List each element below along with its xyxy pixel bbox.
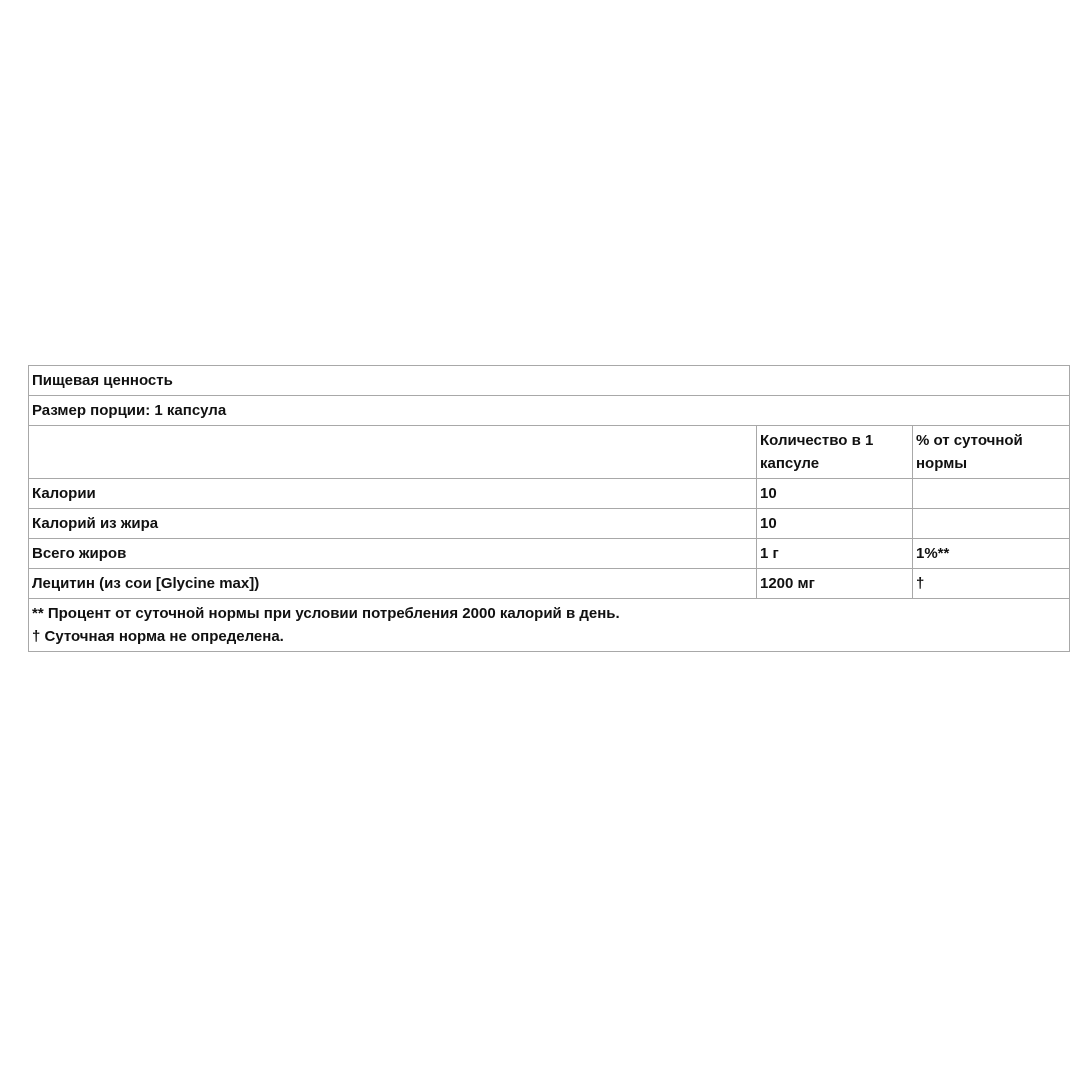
nutrient-amount: 1 г	[757, 539, 913, 569]
table-row	[29, 479, 1070, 509]
table-row	[29, 569, 1070, 599]
nutrient-amount: 1200 мг	[757, 569, 913, 599]
serving-size-row	[29, 396, 1070, 426]
nutrient-name: Лецитин (из сои [Glycine max])	[29, 569, 757, 599]
nutrient-name: Калорий из жира	[29, 509, 757, 539]
table-title: Пищевая ценность	[29, 366, 1070, 396]
nutrition-facts-table	[28, 365, 1070, 652]
nutrient-name: Калории	[29, 479, 757, 509]
table-row	[29, 509, 1070, 539]
header-name-cell	[29, 426, 757, 479]
footnote-not-established: † Суточная норма не определена.	[32, 628, 284, 645]
nutrient-daily-value	[913, 509, 1070, 539]
nutrient-amount: 10	[757, 509, 913, 539]
footnote-daily-value: ** Процент от суточной нормы при условии потребления 2000 калорий в день.	[32, 605, 620, 622]
nutrient-amount: 10	[757, 479, 913, 509]
footnotes-row	[29, 599, 1070, 652]
nutrient-daily-value	[913, 479, 1070, 509]
nutrient-daily-value: †	[913, 569, 1070, 599]
table-row	[29, 539, 1070, 569]
nutrient-name: Всего жиров	[29, 539, 757, 569]
column-header-row	[29, 426, 1070, 479]
serving-size: Размер порции: 1 капсула	[29, 396, 1070, 426]
header-daily-value-cell: % от суточной нормы	[913, 426, 1070, 479]
title-row	[29, 366, 1070, 396]
nutrient-daily-value: 1%**	[913, 539, 1070, 569]
footnotes-cell	[29, 599, 1070, 652]
header-amount-cell: Количество в 1 капсуле	[757, 426, 913, 479]
